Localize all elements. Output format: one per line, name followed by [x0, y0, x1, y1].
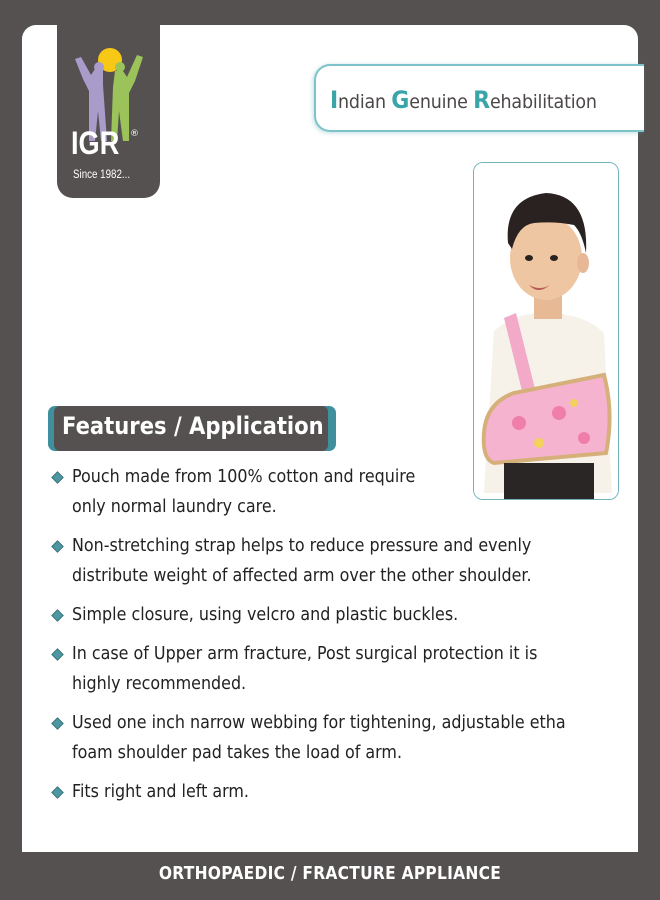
brand-name: [330, 86, 597, 114]
brand-word-rest: ndian: [338, 91, 392, 113]
feature-line: Simple closure, using velcro and plastic buckles.: [72, 605, 459, 625]
diamond-bullet-icon: [51, 540, 63, 552]
child-arm-sling-illustration: [474, 163, 619, 500]
feature-line: highly recommended.: [72, 674, 247, 694]
product-photo: [473, 162, 619, 500]
feature-item: [50, 531, 640, 591]
brand-initial-i: I: [330, 86, 339, 114]
feature-line: Used one inch narrow webbing for tightening, adjustable etha: [72, 713, 566, 733]
feature-list: [50, 462, 640, 816]
feature-line: Non-stretching strap helps to reduce pressure and evenly: [72, 536, 532, 556]
feature-item: [50, 462, 640, 522]
feature-item: [50, 639, 640, 699]
feature-item: [50, 708, 640, 768]
igr-logo: [57, 25, 160, 198]
feature-line: only normal laundry care.: [72, 497, 277, 517]
feature-line: In case of Upper arm fracture, Post surgical protection it is: [72, 644, 538, 664]
diamond-bullet-icon: [51, 609, 63, 621]
feature-item: [50, 777, 640, 807]
brand-name-box: [314, 64, 644, 132]
feature-item: [50, 600, 640, 630]
category-label: ORTHOPAEDIC / FRACTURE APPLIANCE: [158, 863, 502, 884]
diamond-bullet-icon: [51, 648, 63, 660]
features-header-bar: [54, 406, 328, 451]
brand-initial-r: R: [473, 86, 490, 114]
diamond-bullet-icon: [51, 717, 63, 729]
feature-line: Pouch made from 100% cotton and require: [72, 467, 416, 487]
feature-line: Fits right and left arm.: [72, 782, 249, 802]
diamond-bullet-icon: [51, 471, 63, 483]
brand-initial-g: G: [391, 86, 410, 114]
feature-line: foam shoulder pad takes the load of arm.: [72, 743, 403, 763]
registered-mark: ®: [130, 129, 139, 139]
diamond-bullet-icon: [51, 786, 63, 798]
features-title: Features / Application: [62, 412, 324, 440]
brand-word-rest: ehabilitation: [489, 91, 597, 113]
brand-word-rest: enuine: [409, 91, 474, 113]
logo-wordmark: IGR: [71, 125, 120, 161]
footer-band: [0, 852, 660, 900]
features-header: [48, 406, 336, 451]
logo-tagline: Since 1982...: [73, 169, 131, 181]
feature-line: distribute weight of affected arm over the other shoulder.: [72, 566, 532, 586]
